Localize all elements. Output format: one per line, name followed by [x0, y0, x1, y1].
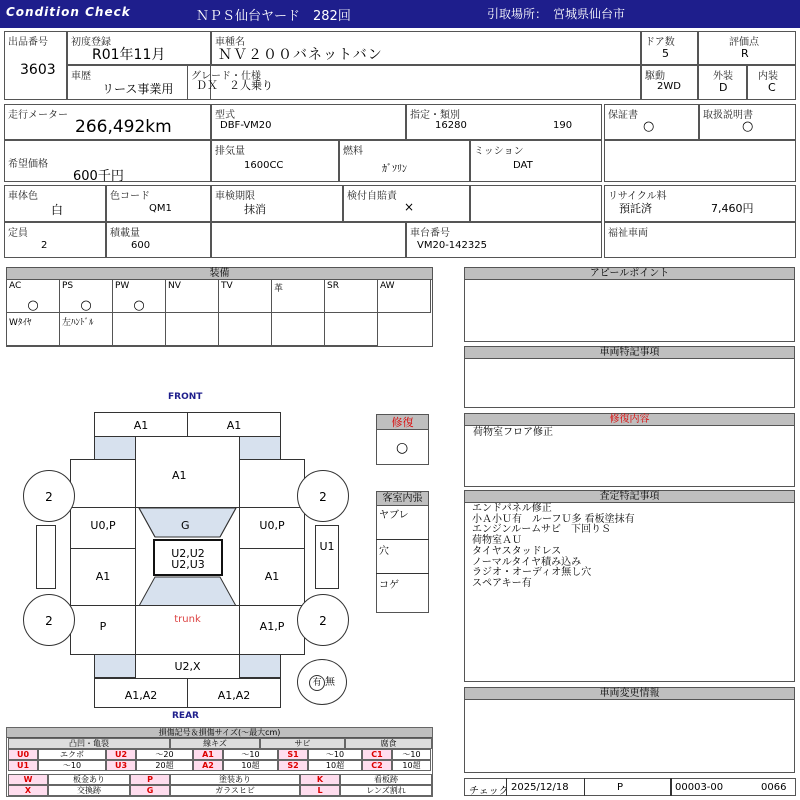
blank-mid-box [470, 185, 602, 222]
equipment-name: PW [115, 281, 130, 291]
displacement-box: 排気量 1600CC [211, 140, 339, 182]
grade-score-box: 評価点 R [698, 31, 796, 65]
equipment-name: SR [327, 281, 339, 291]
fender-fl [70, 459, 136, 508]
cabin-item-tear: ヤブレ [379, 510, 409, 521]
cabin-item-hole: 穴 [379, 546, 389, 557]
liability-box: 検付自賠責 × [343, 185, 470, 222]
desired-price-value: 600千円 [73, 169, 124, 184]
legend-cell: S2 [278, 760, 308, 771]
cabin-title: 客室内張 [377, 492, 428, 506]
equipment-cell [59, 312, 113, 346]
header-left-title: Condition Check [6, 5, 131, 19]
legend-header: 腐食 [345, 738, 432, 749]
equipment-cell [59, 279, 113, 313]
inspector-note-line: ラジオ・オーディオ無し穴 [472, 567, 592, 579]
exterior-box: 外装 D [698, 65, 747, 100]
warranty-box: 保証書 ○ [604, 104, 699, 140]
equipment-cell [271, 312, 325, 346]
repair-detail-text: 荷物室フロア修正 [473, 427, 553, 438]
special-panel [464, 346, 795, 408]
doors-value: 5 [662, 47, 669, 60]
equipment-cell [165, 312, 219, 346]
back-door: U2,X [135, 654, 240, 679]
bumper-rear-left: A1,A2 [94, 678, 188, 708]
legend-cell: ガラスヒビ [170, 785, 300, 796]
quarter-left: P [70, 605, 136, 655]
liability-value: × [404, 200, 415, 214]
blank-box-6a [211, 222, 406, 258]
legend-cell: ～10 [392, 749, 431, 760]
equipment-name: AW [380, 281, 395, 291]
panel-front-right: A1 [187, 412, 281, 437]
inspector-note-line: 荷物室ＡＵ [472, 535, 522, 547]
windshield-code: G [181, 519, 190, 532]
legend-cell: 10超 [392, 760, 431, 771]
mission-value: DAT [513, 160, 533, 171]
equipment-cell [165, 279, 219, 313]
spare-without-label: 無 [325, 677, 335, 688]
warranty-value: ○ [643, 119, 655, 134]
category-value: 190 [553, 120, 573, 131]
equipment-name: Wﾀｲﾔ [9, 318, 32, 328]
legend-cell: C1 [362, 749, 392, 760]
equipment-name: NV [168, 281, 181, 291]
legend-cell: W [8, 774, 48, 785]
legend-header: 凸凹・亀裂 [8, 738, 170, 749]
inspector-note-line: エンドパネル修正 [472, 503, 552, 514]
equipment-cell [112, 312, 166, 346]
inspector-note-line: エンジンルームサビ 下回りＳ [472, 524, 612, 536]
repair-mark: ○ [396, 440, 409, 456]
legend-cell: U3 [106, 760, 136, 771]
door-rr: A1 [239, 548, 305, 606]
legend-cell: C2 [362, 760, 392, 771]
equipment-title: 装備 [7, 268, 432, 280]
legend-cell: P [130, 774, 170, 785]
legend-cell: 交換跡 [48, 785, 130, 796]
legend-header: 線キズ [170, 738, 260, 749]
headlight-left [94, 436, 136, 460]
drive-box: 駆動 2WD [641, 65, 698, 100]
legend-cell: エクボ [38, 749, 106, 760]
first-reg-value: R01年11月 [92, 47, 166, 63]
body-color-value: 白 [51, 203, 64, 217]
equipment-mark: ○ [80, 298, 92, 313]
first-reg-box: 初度登録 R01年11月 [67, 31, 211, 65]
designation-box: 指定・類別 16280 190 [406, 104, 602, 140]
inspector-note-line: タイヤスタッドレス [472, 545, 562, 557]
equipment-cell [6, 279, 60, 313]
fender-fr [239, 459, 305, 508]
footer-divider-2 [584, 778, 585, 796]
quarter-right: A1,P [239, 605, 305, 655]
header-center-title: ＮＰＳ仙台ヤード 282回 [196, 9, 351, 24]
change-info-title: 車両変更情報 [465, 688, 794, 700]
mileage-box: 走行メーター 266,492km [4, 104, 211, 140]
lot-number: 3603 [20, 62, 56, 78]
change-info-panel [464, 687, 795, 773]
special-title: 車両特記事項 [465, 347, 794, 359]
load-box: 積載量 600 [106, 222, 211, 258]
cargo-area: trunk [135, 605, 240, 655]
check-mark: P [617, 782, 624, 793]
equipment-cell [324, 279, 378, 313]
interior-value: C [768, 81, 776, 94]
equipment-cell [112, 279, 166, 313]
pickup-label: 引取場所： [487, 7, 548, 21]
lot-box: 出品番号 3603 [4, 31, 67, 100]
equipment-mark: ○ [27, 298, 39, 313]
displacement-value: 1600CC [244, 160, 284, 171]
equipment-name: TV [221, 281, 233, 291]
inspection-box: 車検期限 抹消 [211, 185, 343, 222]
sill-left [36, 525, 56, 589]
inspector-note-line: 小Ａ小Ｕ有 ルーフＵ多 看板塗抹有 [472, 513, 635, 525]
type-value: DBF-VM20 [220, 120, 272, 131]
equipment-cell [271, 279, 325, 313]
equipment-name: 左ﾊﾝﾄﾞﾙ [62, 318, 94, 328]
legend-title: 損傷記号＆損傷サイズ(～最大cm) [7, 728, 432, 738]
recycle-fee: 7,460円 [711, 202, 754, 215]
taillight-left [94, 654, 136, 678]
grade-value: ＤＸ ２人乗り [196, 79, 273, 92]
legend-cell: U2 [106, 749, 136, 760]
equipment-mark: ○ [133, 298, 145, 313]
spare-tire [297, 659, 347, 705]
desired-price-box: 希望価格 600千円 [4, 140, 211, 182]
chassis-value: VM20-142325 [417, 240, 487, 251]
welfare-box: 福祉車両 [604, 222, 796, 258]
wheel-rear-right: 2 [297, 594, 349, 646]
chassis-box: 車台番号 VM20-142325 [406, 222, 602, 258]
inspector-notes-title: 査定特記事項 [465, 491, 794, 503]
mileage-value: 266,492km [75, 117, 172, 137]
repair-box [376, 414, 429, 465]
rear-label: REAR [172, 711, 199, 721]
inspector-note-line: スペアキー有 [472, 577, 532, 589]
legend-cell: U0 [8, 749, 38, 760]
cabin-item-burn: コゲ [379, 580, 399, 591]
doors-box: ドア数 5 [641, 31, 698, 65]
footer-divider-3 [670, 778, 672, 796]
panel-front-left: A1 [94, 412, 188, 437]
legend-cell: ～10 [223, 749, 278, 760]
legend-cell: レンズ割れ [340, 785, 432, 796]
repair-title: 修復 [377, 415, 428, 430]
headlight-right [239, 436, 281, 460]
color-code-box: 色コード QM1 [106, 185, 211, 222]
legend-cell: S1 [278, 749, 308, 760]
equipment-cell [324, 312, 378, 346]
legend-cell: L [300, 785, 340, 796]
legend-cell: 20超 [136, 760, 193, 771]
wheel-rear-left: 2 [23, 594, 75, 646]
drive-value: 2WD [657, 81, 681, 92]
taillight-right [239, 654, 281, 678]
legend-header: サビ [260, 738, 345, 749]
equipment-cell [377, 279, 431, 313]
cabin-divider-2 [376, 573, 429, 574]
appeal-panel [464, 267, 795, 342]
legend-cell: 10超 [223, 760, 278, 771]
footer-code-2: 0066 [761, 782, 787, 793]
legend-cell: ～10 [38, 760, 106, 771]
blank-right-box [604, 140, 796, 182]
check-label: チェック [469, 786, 509, 797]
model-name-box: 車種名 ＮＶ２００バネットバン [211, 31, 641, 65]
capacity-value: 2 [41, 240, 48, 251]
inspection-value: 抹消 [244, 203, 266, 216]
repair-detail-title: 修復内容 [465, 414, 794, 426]
equipment-name: PS [62, 281, 74, 291]
hood: A1 [135, 436, 240, 508]
header-bar [0, 0, 800, 28]
door-rl: A1 [70, 548, 136, 606]
legend-cell: K [300, 774, 340, 785]
manual-value: ○ [742, 119, 754, 134]
fuel-value: ｶﾞｿﾘﾝ [382, 164, 407, 175]
wheel-front-right: 2 [297, 470, 349, 522]
legend-cell: 塗装あり [170, 774, 300, 785]
check-date: 2025/12/18 [511, 782, 569, 793]
history-value: リース事業用 [102, 82, 174, 96]
grade-score-value: R [741, 47, 749, 60]
type-box: 型式 DBF-VM20 [211, 104, 406, 140]
legend-cell: ～20 [136, 749, 193, 760]
legend-cell: 10超 [308, 760, 362, 771]
history-box: 車歴 リース事業用 [67, 65, 211, 100]
legend-cell: A2 [193, 760, 223, 771]
pickup-value: 宮城県仙台市 [553, 7, 626, 21]
equipment-cell [6, 312, 60, 346]
wheel-front-left: 2 [23, 470, 75, 522]
mission-box: ミッション DAT [470, 140, 602, 182]
manual-box: 取扱説明書 ○ [699, 104, 796, 140]
equipment-cell [218, 312, 272, 346]
door-fl: U0,P [70, 507, 136, 549]
footer-bar [464, 778, 796, 796]
front-label: FRONT [168, 392, 203, 402]
legend-cell: X [8, 785, 48, 796]
load-value: 600 [131, 240, 151, 251]
roof: U2,U2 U2,U3 [153, 539, 223, 576]
inspector-note-line: ノーマルタイヤ積み込み [472, 556, 582, 568]
model-name-value: ＮＶ２００バネットバン [218, 47, 383, 63]
designation-value: 16280 [435, 120, 467, 131]
grade-box: グレード・仕様 ＤＸ ２人乗り [187, 65, 641, 100]
side-right: U1 [315, 525, 339, 589]
recycle-status: 預託済 [619, 202, 652, 215]
legend-cell: U1 [8, 760, 38, 771]
fuel-box: 燃料 ｶﾞｿﾘﾝ [339, 140, 470, 182]
door-fr: U0,P [239, 507, 305, 549]
bumper-rear-right: A1,A2 [187, 678, 281, 708]
footer-code-1: 00003-00 [675, 782, 724, 793]
footer-divider-1 [506, 778, 507, 796]
equipment-cell [218, 279, 272, 313]
legend-cell: A1 [193, 749, 223, 760]
equipment-name: 革 [274, 284, 284, 294]
legend-cell: ～10 [308, 749, 362, 760]
equipment-name: AC [9, 281, 22, 291]
legend-cell: G [130, 785, 170, 796]
capacity-box: 定員 2 [4, 222, 106, 258]
legend-cell: 板金あり [48, 774, 130, 785]
repair-detail-panel [464, 413, 795, 487]
appeal-title: アピールポイント [465, 268, 794, 280]
spare-with-label: 有 [309, 675, 325, 691]
body-color-box: 車体色 白 [4, 185, 106, 222]
exterior-value: D [719, 81, 728, 94]
color-code-value: QM1 [149, 203, 172, 214]
cabin-divider-1 [376, 539, 429, 540]
recycle-box: リサイクル料 預託済 7,460円 [604, 185, 796, 222]
legend-cell: 看板跡 [340, 774, 432, 785]
interior-box: 内装 C [747, 65, 796, 100]
